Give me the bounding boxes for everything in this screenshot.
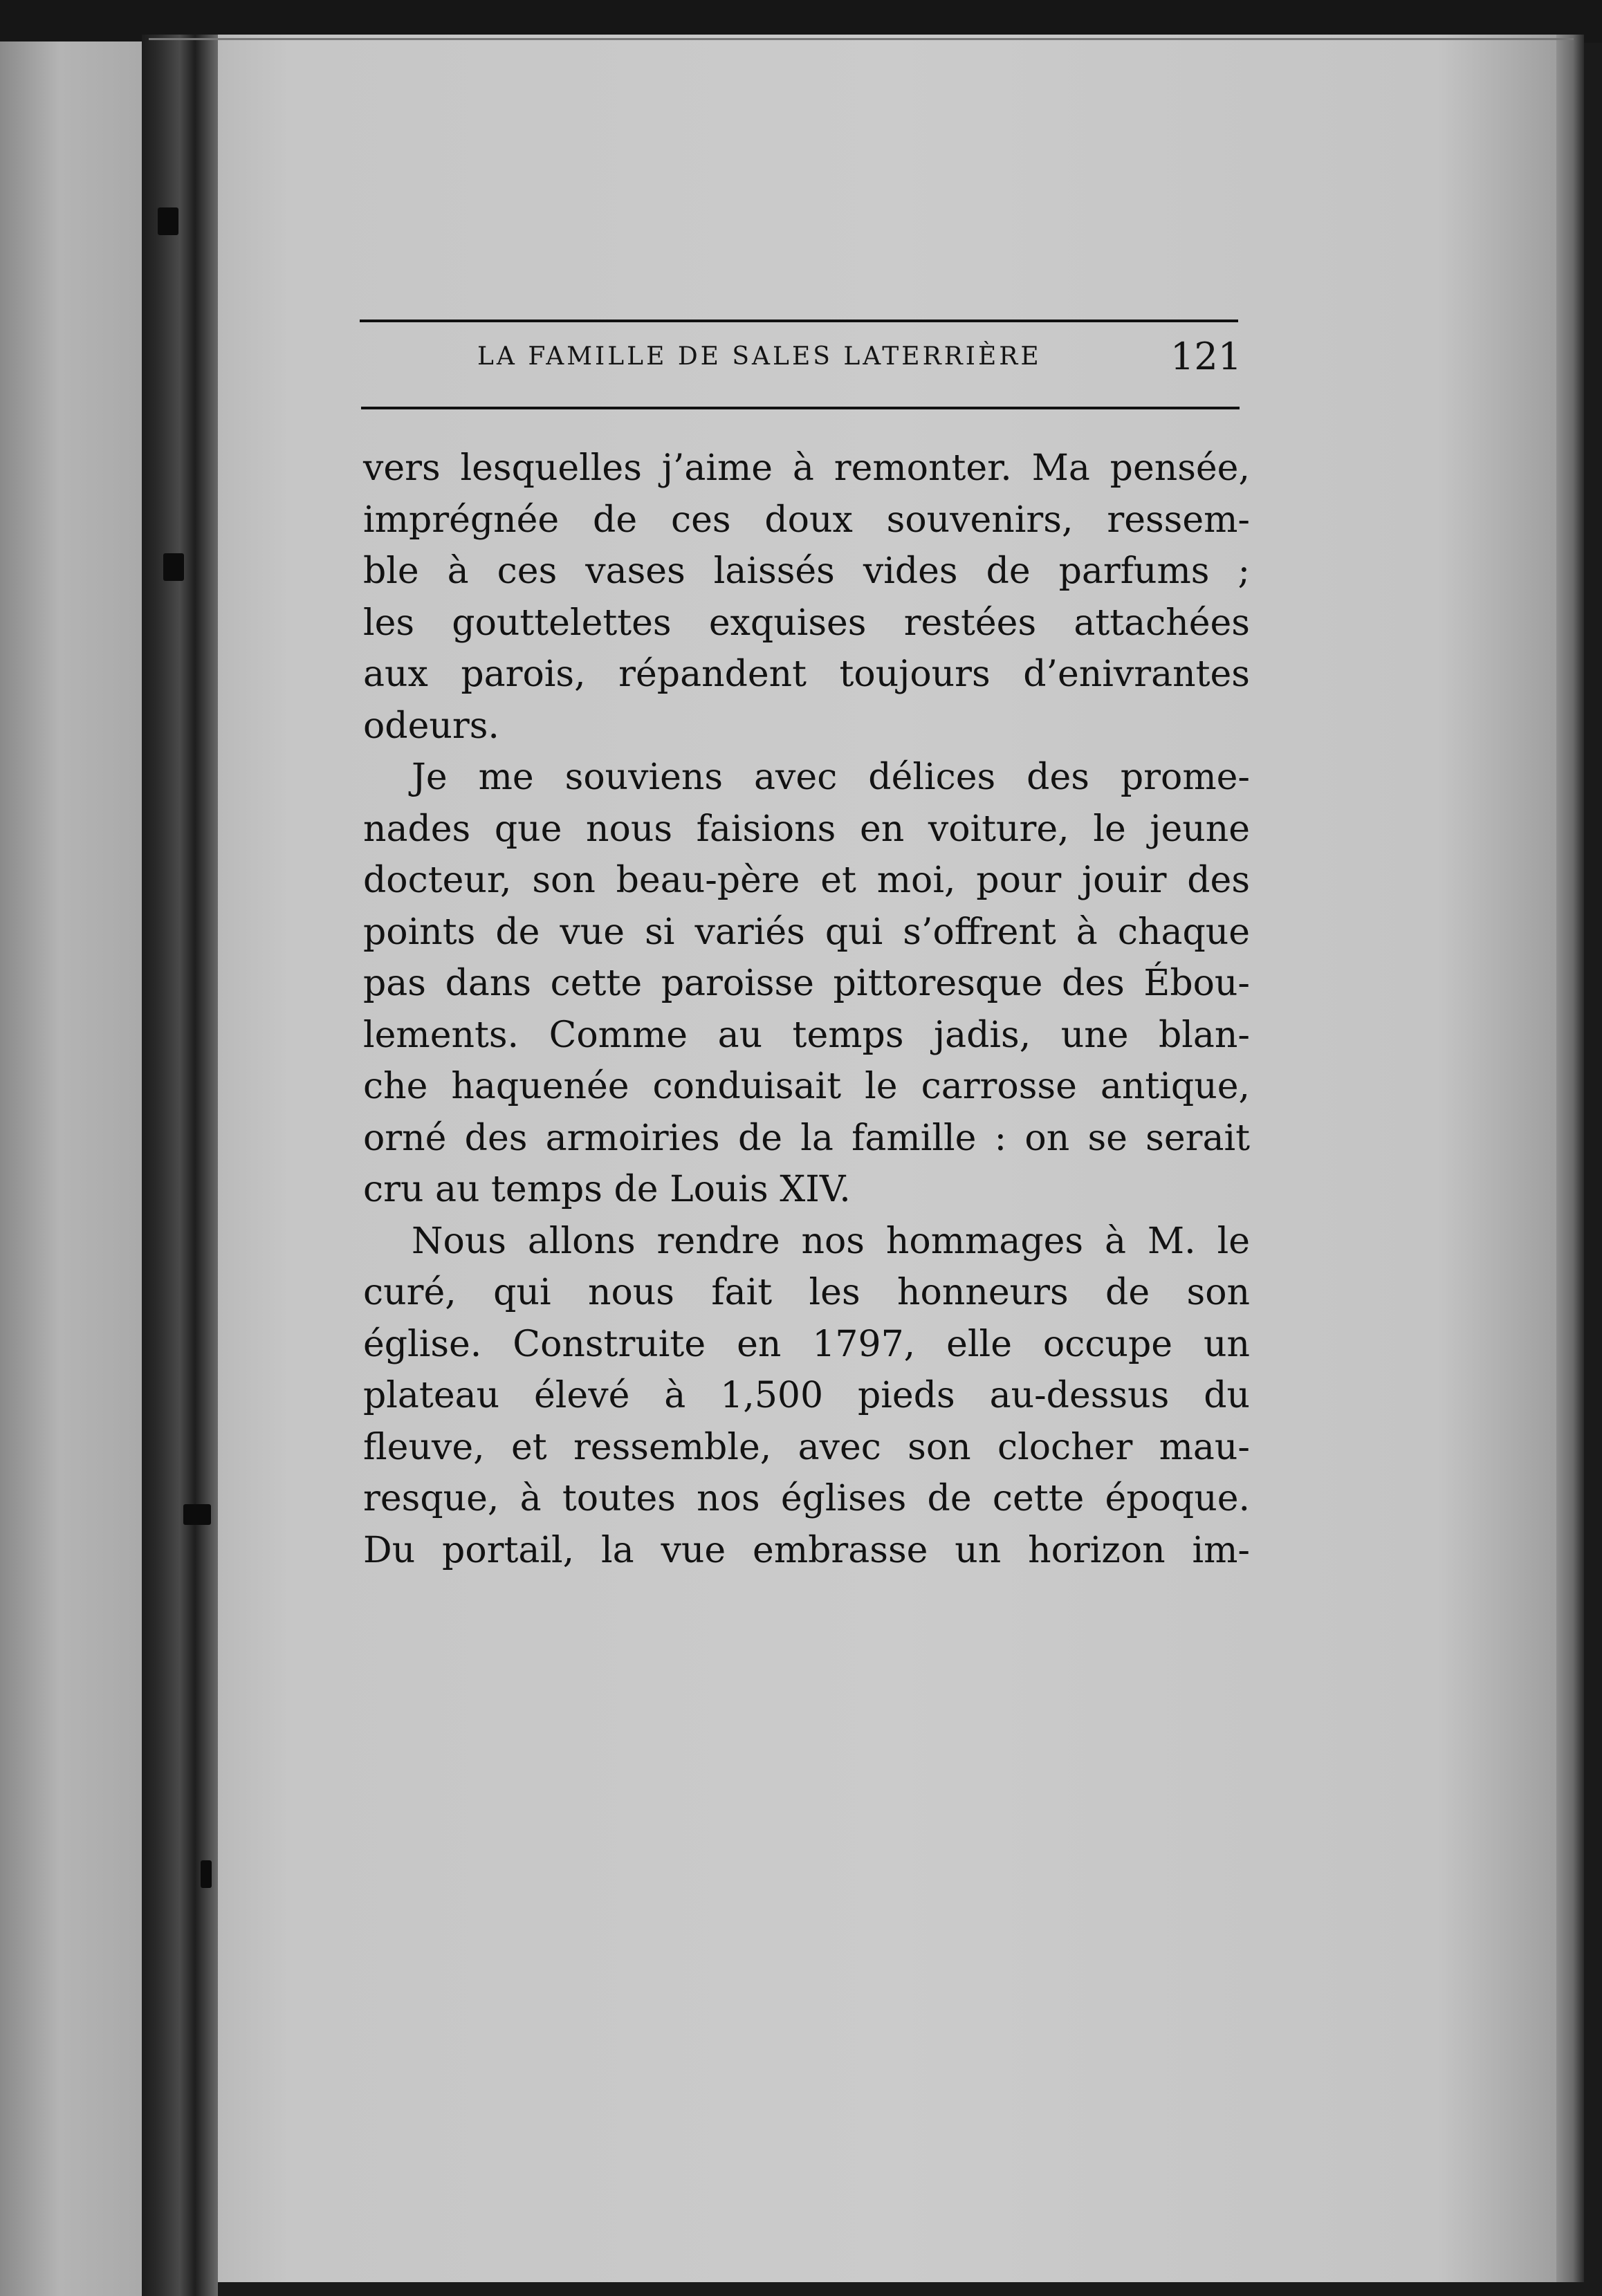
binding-mark	[163, 553, 184, 581]
binding-mark	[183, 1504, 211, 1525]
text-line: fleuve, et ressemble, avec son clocher mau-	[363, 1426, 1250, 1468]
text-line: vers lesquelles j’aime à remonter. Ma pensée,	[363, 447, 1250, 489]
text-line: ble à ces vases laissés vides de parfums ;	[363, 550, 1250, 592]
binding-mark	[201, 1860, 212, 1888]
text-line: curé, qui nous fait les honneurs de son	[363, 1272, 1250, 1313]
text-line: che haquenée conduisait le carrosse antique,	[363, 1066, 1250, 1107]
body-text	[363, 443, 1250, 1576]
text-line: odeurs.	[363, 705, 499, 747]
page-top-edge	[149, 38, 1574, 40]
header-rule-top	[360, 320, 1238, 322]
text-line: lements. Comme au temps jadis, une blan-	[363, 1014, 1250, 1056]
text-line: Nous allons rendre nos hommages à M. le	[412, 1220, 1250, 1262]
text-line: plateau élevé à 1,500 pieds au-dessus du	[363, 1375, 1250, 1416]
text-line: nades que nous faisions en voiture, le jeune	[363, 808, 1250, 850]
text-line: cru au temps de Louis XIV.	[363, 1169, 851, 1210]
binding-mark	[158, 207, 178, 235]
text-line: imprégnée de ces doux souvenirs, ressem-	[363, 499, 1250, 541]
text-line: aux parois, répandent toujours d’enivrantes	[363, 654, 1250, 695]
page-number: 121	[1170, 335, 1242, 378]
text-line: orné des armoiries de la famille : on se serait	[363, 1117, 1250, 1159]
running-head: LA FAMILLE DE SALES LATERRIÈRE	[477, 342, 1042, 371]
text-line: Je me souviens avec délices des prome-	[412, 757, 1250, 798]
text-line: Du portail, la vue embrasse un horizon im-	[363, 1529, 1250, 1571]
left-page-edge	[0, 41, 149, 2296]
text-line: docteur, son beau-père et moi, pour jouir des	[363, 860, 1250, 901]
text-line: église. Construite en 1797, elle occupe un	[363, 1323, 1250, 1365]
header-rule-bottom	[361, 407, 1240, 409]
text-line: points de vue si variés qui s’offrent à chaque	[363, 911, 1250, 953]
text-line: pas dans cette paroisse pittoresque des Ébou-	[363, 963, 1250, 1004]
text-line: resque, à toutes nos églises de cette époque.	[363, 1478, 1250, 1519]
text-line: les gouttelettes exquises restées attachées	[363, 602, 1250, 644]
right-page-edge	[1556, 35, 1584, 2282]
book-spine	[142, 35, 218, 2296]
